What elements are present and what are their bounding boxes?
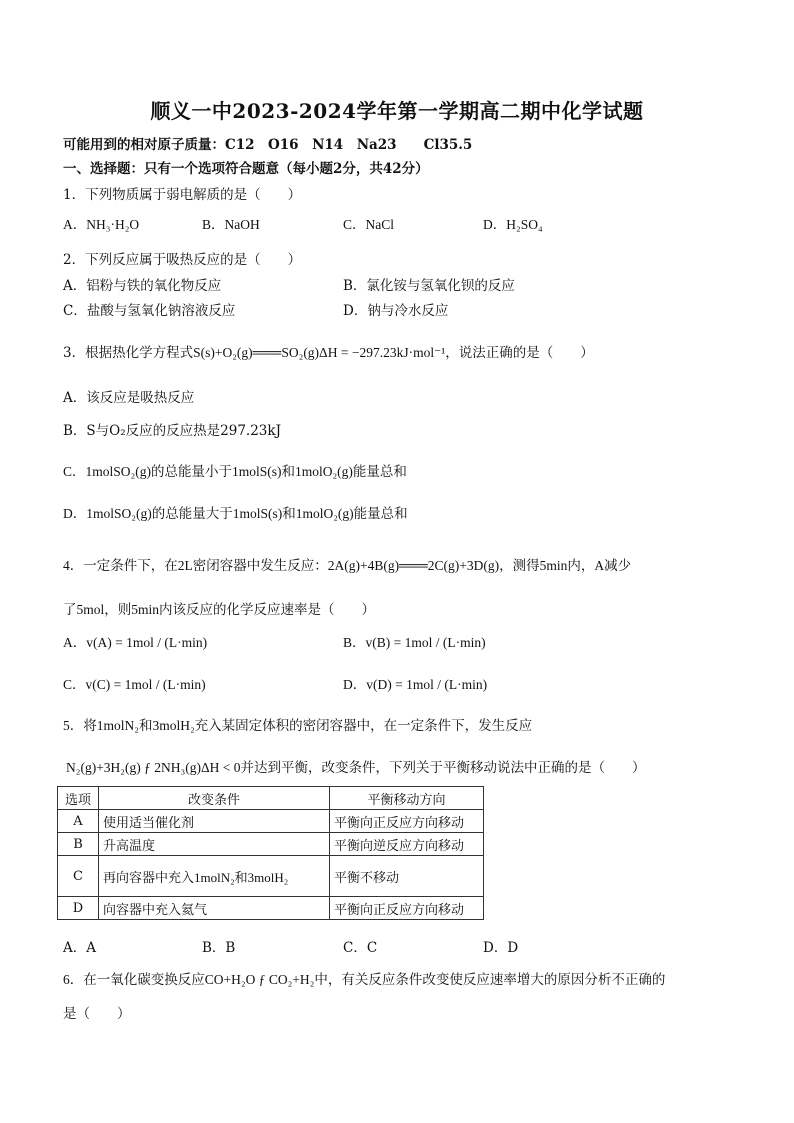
question-3-stem-suffix: ，说法正确的是（ ） bbox=[445, 345, 594, 361]
table-cell: A bbox=[58, 810, 99, 833]
question-5-option-b: B．B bbox=[202, 940, 236, 956]
table-row bbox=[58, 856, 484, 897]
atomic-masses-note: 可能用到的相对原子质量：C12 O16 N14 Na23 Cl35.5 bbox=[63, 137, 473, 153]
question-3-option-d: D．1molSO₂(g)的总能量大于1molS(s)和1molO₂(g)能量总和 bbox=[63, 506, 408, 521]
table-row bbox=[58, 833, 484, 856]
table-cell: D bbox=[58, 897, 99, 920]
page-title: 顺义一中2023-2024学年第一学期高二期中化学试题 bbox=[150, 99, 644, 123]
table-cell: C bbox=[58, 856, 99, 897]
table-row bbox=[58, 897, 484, 920]
question-1-stem: 1．下列物质属于弱电解质的是（ ） bbox=[63, 187, 302, 203]
question-3-equation: S(s)+O₂(g)═══SO₂(g)ΔH = −297.23kJ·mol⁻¹ bbox=[193, 345, 446, 360]
table-cell: 平衡向正反应方向移动 bbox=[330, 897, 484, 920]
question-3-stem bbox=[63, 341, 594, 361]
table-cell: 平衡向逆反应方向移动 bbox=[330, 833, 484, 856]
question-6-stem-line-1: 6．在一氧化碳变换反应CO+H₂O ƒ CO₂+H₂中，有关反应条件改变使反应速率增大的原因分析不正确的 bbox=[63, 972, 666, 987]
question-5-option-c: C．C bbox=[343, 940, 378, 956]
question-2-option-b: B．氯化铵与氢氧化钡的反应 bbox=[343, 278, 515, 294]
question-4-option-a: A．v(A) = 1mol / (L·min) bbox=[63, 635, 208, 650]
question-3-option-b: B．S与O₂反应的反应热是297.23kJ bbox=[63, 423, 281, 439]
section-heading: 一、选择题：只有一个选项符合题意（每小题2分，共42分） bbox=[63, 161, 429, 177]
table-row bbox=[58, 810, 484, 833]
question-2-option-c: C．盐酸与氢氧化钠溶液反应 bbox=[63, 303, 236, 319]
table-header-cell: 改变条件 bbox=[99, 787, 330, 810]
table-cell: 升高温度 bbox=[99, 833, 330, 856]
table-cell: B bbox=[58, 833, 99, 856]
table-cell: 平衡不移动 bbox=[330, 856, 484, 897]
question-5-option-a: A．A bbox=[63, 940, 96, 956]
table-cell: 再向容器中充入1molN₂和3molH₂ bbox=[99, 856, 330, 897]
question-3-option-c: C．1molSO₂(g)的总能量小于1molS(s)和1molO₂(g)能量总和 bbox=[63, 464, 407, 479]
question-1-option-d: D．H₂SO₄ bbox=[483, 217, 543, 232]
question-3-option-a: A．该反应是吸热反应 bbox=[63, 390, 195, 406]
table-cell: 向容器中充入氦气 bbox=[99, 897, 330, 920]
question-4-option-d: D．v(D) = 1mol / (L·min) bbox=[343, 677, 488, 692]
table-header-cell: 选项 bbox=[58, 787, 99, 810]
question-4-stem-line-1: 4．一定条件下，在2L密闭容器中发生反应：2A(g)+4B(g)═══2C(g)+3D(g)，测得5min内，A减少 bbox=[63, 558, 632, 573]
question-4-option-c: C．v(C) = 1mol / (L·min) bbox=[63, 677, 206, 692]
question-1-option-b: B．NaOH bbox=[202, 217, 260, 232]
table-cell: 使用适当催化剂 bbox=[99, 810, 330, 833]
table-header-row bbox=[58, 787, 484, 810]
question-5-table bbox=[57, 786, 484, 920]
table-cell: 平衡向正反应方向移动 bbox=[330, 810, 484, 833]
question-5-stem-line-2: N₂(g)+3H₂(g) ƒ 2NH₃(g)ΔH < 0并达到平衡，改变条件，下列关于平衡移动说法中正确的是（ ） bbox=[66, 760, 646, 775]
question-2-option-a: A．铝粉与铁的氧化物反应 bbox=[63, 278, 222, 294]
question-2-option-d: D．钠与冷水反应 bbox=[343, 303, 449, 319]
question-2-stem: 2．下列反应属于吸热反应的是（ ） bbox=[63, 252, 302, 268]
question-5-stem-line-1: 5．将1molN₂和3molH₂充入某固定体积的密闭容器中，在一定条件下，发生反应 bbox=[63, 718, 533, 733]
question-1-option-a: A．NH₃·H₂O bbox=[63, 217, 140, 232]
table-header-cell: 平衡移动方向 bbox=[330, 787, 484, 810]
question-4-option-b: B．v(B) = 1mol / (L·min) bbox=[343, 635, 486, 650]
question-1-option-c: C．NaCl bbox=[343, 217, 395, 232]
question-4-stem-line-2: 了5mol，则5min内该反应的化学反应速率是（ ） bbox=[63, 602, 376, 617]
question-6-stem-line-2: 是（ ） bbox=[63, 1006, 131, 1022]
question-3-stem-prefix: 3．根据热化学方程式 bbox=[63, 345, 194, 361]
question-5-option-d: D．D bbox=[483, 940, 519, 956]
